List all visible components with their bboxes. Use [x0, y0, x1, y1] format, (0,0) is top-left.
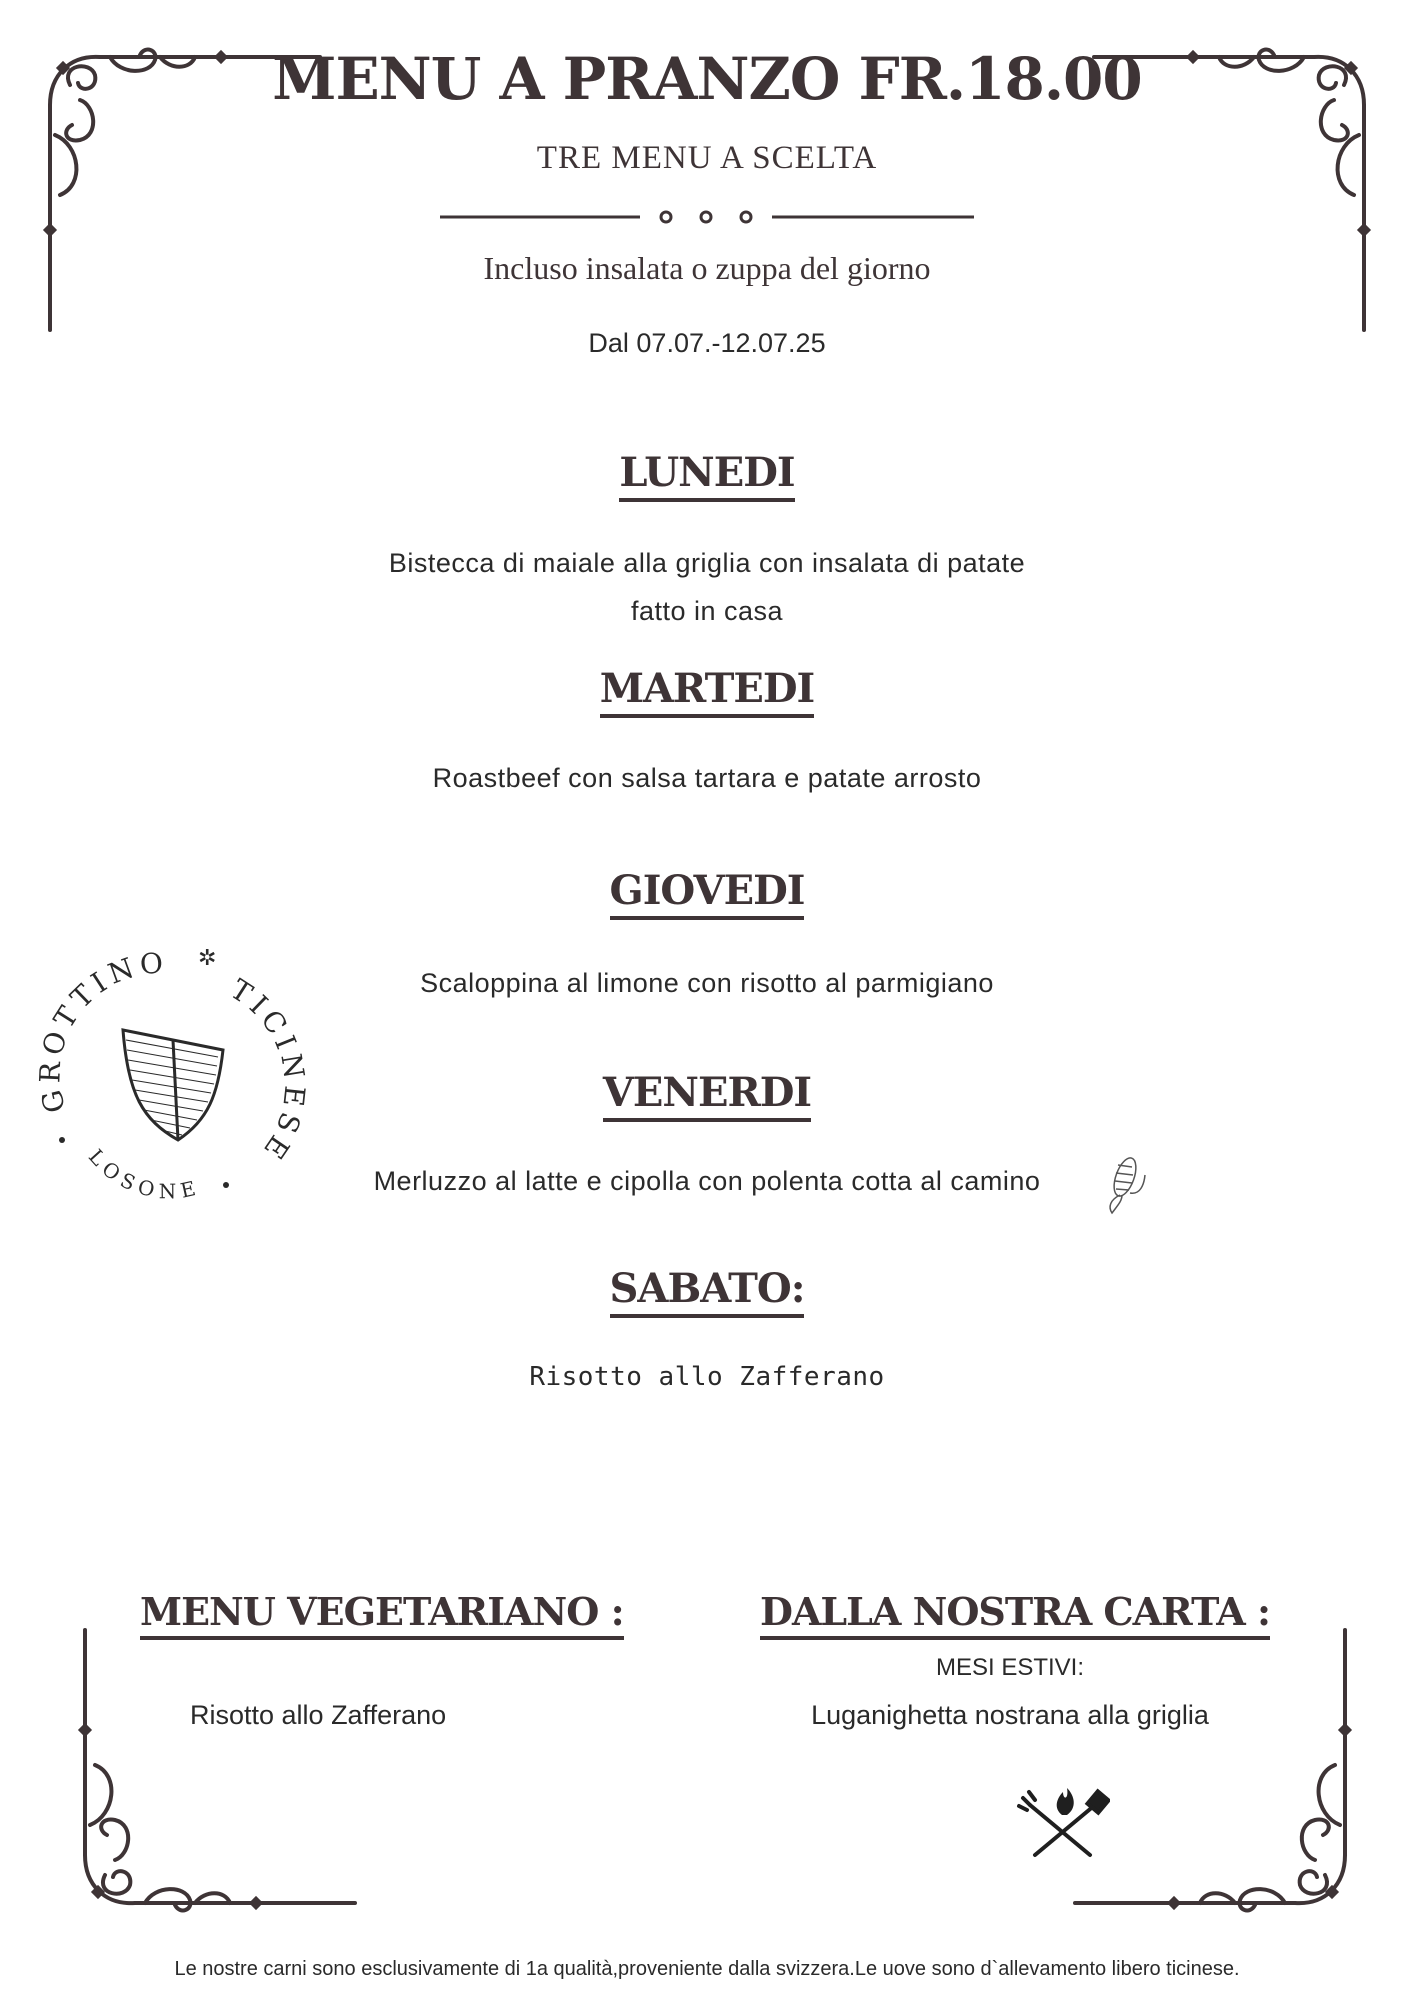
- logo-text-losone: LOSONE: [83, 1144, 204, 1204]
- dish-saturday: Risotto allo Zafferano: [529, 1362, 885, 1392]
- seal-dot-left: [59, 1137, 65, 1143]
- logo-seal: [28, 935, 308, 1215]
- day-heading-friday: VENERDI: [603, 1070, 811, 1122]
- day-heading-saturday: SABATO:: [610, 1266, 805, 1318]
- day-section-thursday: [0, 868, 1414, 920]
- svg-text:TICINESE: [225, 973, 308, 1169]
- day-heading-monday: LUNEDI: [619, 450, 794, 502]
- logo-text-ticinese: TICINESE: [224, 972, 308, 1169]
- carta-dish: Luganighetta nostrana alla griglia: [811, 1700, 1209, 1730]
- logo-text-grottino: GROTTINO: [33, 946, 170, 1116]
- included-note: Incluso insalata o zuppa del giorno: [483, 250, 931, 286]
- footer-note: Le nostre carni sono esclusivamente di 1a qualità,proveniente dalla svizzera.Le uove sono d`allevamento libero ticinese.: [174, 1958, 1240, 1980]
- vegetarian-heading: MENU VEGETARIANO :: [140, 1590, 624, 1640]
- vegetarian-dish: Risotto allo Zafferano: [190, 1700, 447, 1730]
- svg-text:LOSONE: [84, 1144, 204, 1203]
- day-heading-thursday: GIOVEDI: [610, 868, 805, 920]
- shield-icon: [123, 1030, 223, 1140]
- dish-monday-line2: fatto in casa: [630, 596, 784, 626]
- carta-season: MESI ESTIVI:: [935, 1654, 1085, 1681]
- vegetarian-section: [140, 1590, 624, 1640]
- dish-monday-line1: Bistecca di maiale alla griglia con insalata di patate: [388, 548, 1026, 578]
- divider-dots: [440, 205, 974, 229]
- day-heading-tuesday: MARTEDI: [600, 666, 815, 718]
- logo-seal-graphic: [28, 935, 308, 1215]
- grill-tools-icon: [1015, 1780, 1110, 1860]
- day-section-monday: [0, 450, 1414, 502]
- dish-friday: Merluzzo al latte e cipolla con polenta cotta al camino: [373, 1166, 1041, 1196]
- dish-thursday: Scaloppina al limone con risotto al parmigiano: [420, 968, 994, 998]
- menu-subtitle: TRE MENU A SCELTA: [536, 140, 878, 176]
- menu-title: MENU A PRANZO FR.18.00: [272, 45, 1142, 113]
- date-range: Dal 07.07.-12.07.25: [588, 328, 826, 358]
- carta-section: [760, 1590, 1270, 1640]
- carta-heading: DALLA NOSTRA CARTA :: [760, 1590, 1270, 1640]
- ornament-corner-bottom-left-icon: [75, 1625, 365, 1915]
- day-section-saturday: [0, 1266, 1414, 1318]
- corn-icon: [1100, 1145, 1150, 1215]
- dish-tuesday: Roastbeef con salsa tartara e patate arrosto: [432, 763, 982, 793]
- day-section-tuesday: [0, 666, 1414, 718]
- seal-dot-right: [223, 1182, 229, 1188]
- star-icon: ✲: [198, 946, 217, 971]
